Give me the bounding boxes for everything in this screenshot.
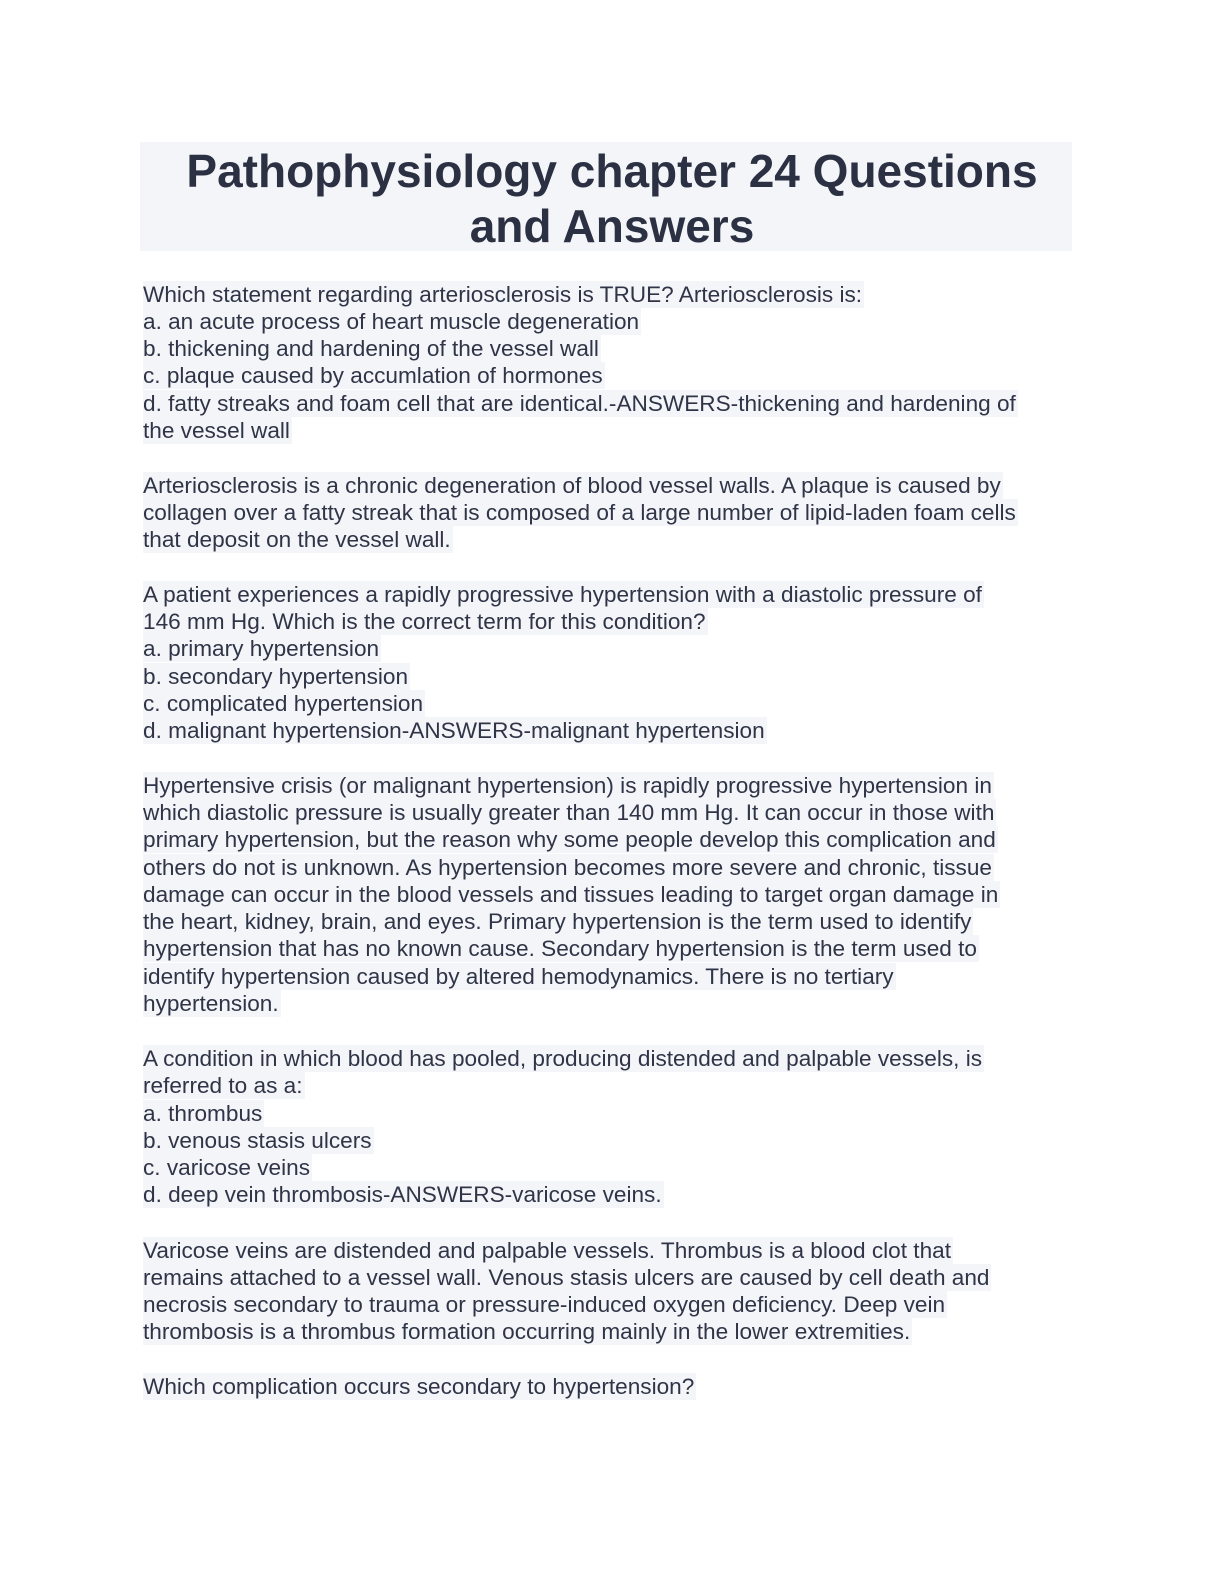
body-text-line: remains attached to a vessel wall. Venous stasis ulcers are caused by cell death and bbox=[143, 1265, 990, 1290]
body-text-line: hypertension. bbox=[143, 991, 279, 1016]
body-text-line: Arteriosclerosis is a chronic degeneration of blood vessel walls. A plaque is caused by bbox=[143, 473, 1001, 498]
body-text-line: the heart, kidney, brain, and eyes. Primary hypertension is the term used to identify bbox=[143, 909, 972, 934]
body-text-line: primary hypertension, but the reason why some people develop this complication and bbox=[143, 827, 996, 852]
body-text-line: A condition in which blood has pooled, producing distended and palpable vessels, is bbox=[143, 1046, 983, 1071]
body-text-line: a. primary hypertension bbox=[143, 636, 380, 661]
body-text-line: b. thickening and hardening of the vessel wall bbox=[143, 336, 599, 361]
body-text-line: thrombosis is a thrombus formation occurring mainly in the lower extremities. bbox=[143, 1319, 911, 1344]
body-text-line: Which complication occurs secondary to hypertension? bbox=[143, 1374, 695, 1399]
body-text-line: a. thrombus bbox=[143, 1101, 263, 1126]
body-text-line: which diastolic pressure is usually greater than 140 mm Hg. It can occur in those with bbox=[143, 800, 995, 825]
body-text-line: Hypertensive crisis (or malignant hypertension) is rapidly progressive hypertension in bbox=[143, 773, 992, 798]
body-text-line: d. fatty streaks and foam cell that are identical.-ANSWERS-thickening and hardening of bbox=[143, 391, 1016, 416]
body-text-line: d. malignant hypertension-ANSWERS-malignant hypertension bbox=[143, 718, 765, 743]
body-text-line: that deposit on the vessel wall. bbox=[143, 527, 451, 552]
body-text-line: identify hypertension caused by altered hemodynamics. There is no tertiary bbox=[143, 964, 894, 989]
page-title-line-2: and Answers bbox=[469, 200, 755, 252]
body-text-line: d. deep vein thrombosis-ANSWERS-varicose veins. bbox=[143, 1182, 662, 1207]
body-text-line: c. varicose veins bbox=[143, 1155, 311, 1180]
body-text-line: A patient experiences a rapidly progressive hypertension with a diastolic pressure of bbox=[143, 582, 982, 607]
body-text-line: the vessel wall bbox=[143, 418, 290, 443]
body-text-line: necrosis secondary to trauma or pressure-induced oxygen deficiency. Deep vein bbox=[143, 1292, 946, 1317]
body-text-line: Which statement regarding arteriosclerosis is TRUE? Arteriosclerosis is: bbox=[143, 282, 863, 307]
body-text-line: others do not is unknown. As hypertension becomes more severe and chronic, tissue bbox=[143, 855, 992, 880]
body-text-line: c. plaque caused by accumlation of hormones bbox=[143, 363, 603, 388]
body-text-line: b. venous stasis ulcers bbox=[143, 1128, 372, 1153]
body-text-line: Varicose veins are distended and palpable vessels. Thrombus is a blood clot that bbox=[143, 1238, 951, 1263]
body-text-line: c. complicated hypertension bbox=[143, 691, 424, 716]
body-text-line: referred to as a: bbox=[143, 1073, 303, 1098]
body-text-line: 146 mm Hg. Which is the correct term for this condition? bbox=[143, 609, 706, 634]
page-title-line-1: Pathophysiology chapter 24 Questions bbox=[186, 145, 1038, 197]
body-text-line: collagen over a fatty streak that is composed of a large number of lipid-laden foam cells bbox=[143, 500, 1016, 525]
body-text-line: hypertension that has no known cause. Secondary hypertension is the term used to bbox=[143, 936, 977, 961]
body-text-line: damage can occur in the blood vessels and tissues leading to target organ damage in bbox=[143, 882, 999, 907]
body-text-line: a. an acute process of heart muscle degeneration bbox=[143, 309, 640, 334]
body-text-line: b. secondary hypertension bbox=[143, 664, 409, 689]
